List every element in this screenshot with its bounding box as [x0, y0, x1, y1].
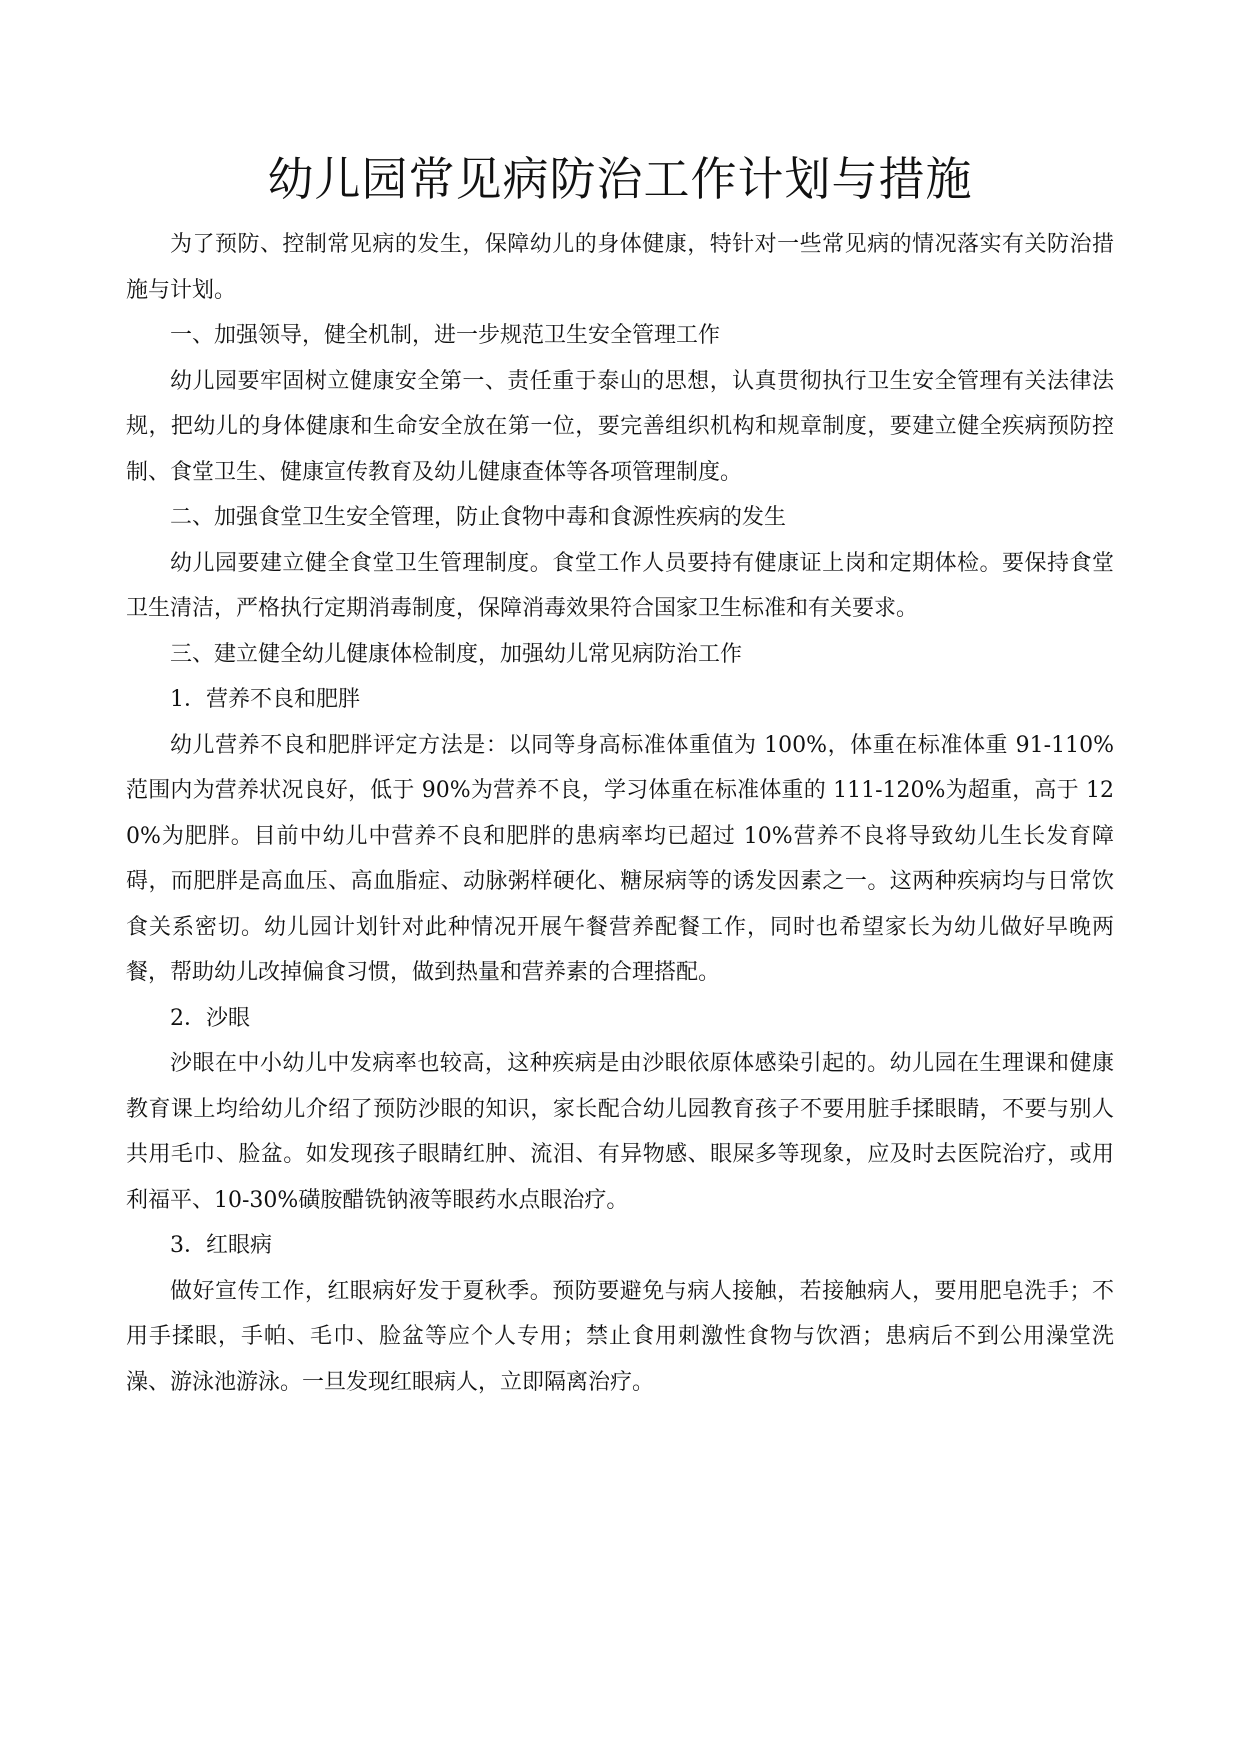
document-title: 幼儿园常见病防治工作计划与措施 — [267, 152, 973, 206]
malnutrition-obesity-body: 幼儿营养不良和肥胖评定方法是：以同等身高标准体重值为 100%，体重在标准体重 91-110%范围内为营养状况良好，低于 90%为营养不良，学习体重在标准体重的 111-120%为超重，高于 120%为肥胖。目前中幼儿中营养不良和肥胖的患病率均已超过 10%营养不良将导致幼儿生长发育障碍，而肥胖是高血压、高血脂症、动脉粥样硬化、糖尿病等的诱发因素之一。这两种疾病均与日常饮食关系密切。幼儿园计划针对此种情况开展午餐营养配餐工作，同时也希望家长为幼儿做好早晚两餐，帮助幼儿改掉偏食习惯，做到热量和营养素的合理搭配。 — [126, 732, 1114, 985]
pinkeye-body: 做好宣传工作，红眼病好发于夏秋季。预防要避免与病人接触，若接触病人，要用肥皂洗手；不用手揉眼，手帕、毛巾、脸盆等应个人专用；禁止食用刺激性食物与饮酒；患病后不到公用澡堂洗澡、游泳池游泳。一旦发现红眼病人，立即隔离治疗。 — [126, 1278, 1114, 1395]
intro-paragraph: 为了预防、控制常见病的发生，保障幼儿的身体健康，特针对一些常见病的情况落实有关防治措施与计划。 — [126, 232, 1114, 303]
section-2-body: 幼儿园要建立健全食堂卫生管理制度。食堂工作人员要持有健康证上岗和定期体检。要保持食堂卫生清洁，严格执行定期消毒制度，保障消毒效果符合国家卫生标准和有关要求。 — [126, 550, 1114, 621]
section-heading-2: 二、加强食堂卫生安全管理，防止食物中毒和食源性疾病的发生 — [170, 505, 787, 530]
document-page — [126, 148, 1114, 1405]
subheading-trachoma: 2．沙眼 — [170, 1005, 250, 1031]
section-heading-3: 三、建立健全幼儿健康体检制度，加强幼儿常见病防治工作 — [170, 641, 743, 667]
section-1-body: 幼儿园要牢固树立健康安全第一、责任重于泰山的思想，认真贯彻执行卫生安全管理有关法律法规，把幼儿的身体健康和生命安全放在第一位，要完善组织机构和规章制度，要建立健全疾病预防控制、食堂卫生、健康宣传教育及幼儿健康查体等各项管理制度。 — [126, 368, 1114, 485]
subheading-pinkeye: 3．红眼病 — [170, 1233, 272, 1258]
subheading-malnutrition-obesity: 1．营养不良和肥胖 — [170, 687, 360, 712]
trachoma-body: 沙眼在中小幼儿中发病率也较高，这种疾病是由沙眼依原体感染引起的。幼儿园在生理课和健康教育课上均给幼儿介绍了预防沙眼的知识，家长配合幼儿园教育孩子不要用脏手揉眼睛，不要与别人共用毛巾、脸盆。如发现孩子眼睛红肿、流泪、有异物感、眼屎多等现象，应及时去医院治疗，或用利福平、10-30%磺胺醋铣钠液等眼药水点眼治疗。 — [126, 1051, 1114, 1213]
section-heading-1: 一、加强领导，健全机制，进一步规范卫生安全管理工作 — [170, 323, 721, 348]
